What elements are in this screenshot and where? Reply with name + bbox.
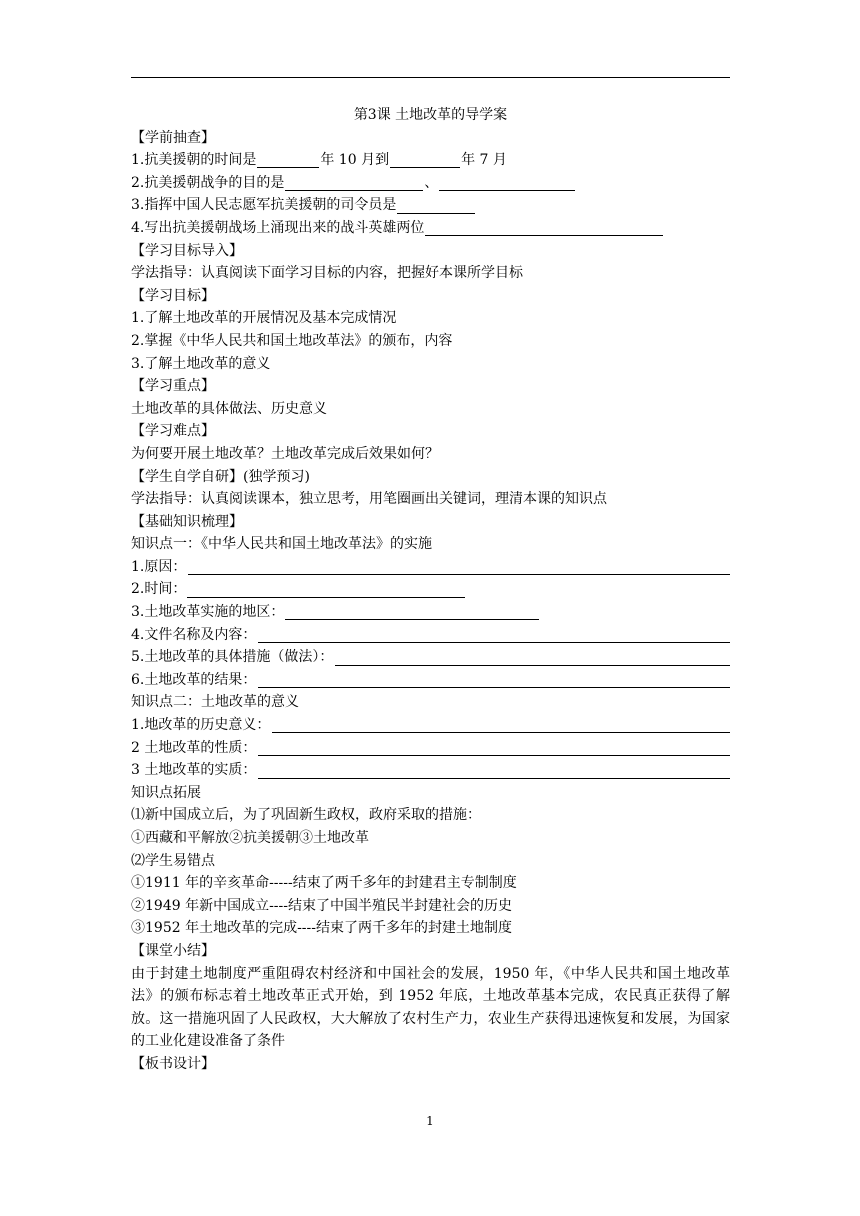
page-title: 第3课 土地改革的导学案 <box>353 107 508 123</box>
answer-blank[interactable] <box>439 175 575 191</box>
answer-line[interactable] <box>258 740 730 756</box>
goal-intro-heading: 【学习目标导入】 <box>131 242 243 259</box>
self-study-heading: 【学生自学自研】(独学预习) <box>131 468 310 485</box>
answer-line[interactable] <box>272 717 730 733</box>
extension-sub-1-text: ①西藏和平解放②抗美援朝③土地改革 <box>131 830 369 846</box>
answer-line[interactable] <box>285 604 539 620</box>
answer-blank[interactable] <box>285 175 423 191</box>
fill-line: 2.时间： <box>131 578 730 601</box>
answer-line[interactable] <box>187 582 465 598</box>
header-rule <box>131 77 730 78</box>
knowledge-point-1-title: 知识点一：《中华人民共和国土地改革法》的实施 <box>131 536 432 553</box>
answer-line[interactable] <box>258 672 730 688</box>
question-3: 3.指挥中国人民志愿军抗美援朝的司令员是 <box>131 194 730 217</box>
board-heading: 【板书设计】 <box>131 1055 215 1072</box>
fill-line: 3.土地改革实施的地区： <box>131 601 730 624</box>
key-text: 土地改革的具体做法、历史意义 <box>131 400 327 417</box>
answer-blank[interactable] <box>257 152 319 168</box>
fill-line: 4.文件名称及内容： <box>131 624 730 647</box>
goal-item: 3.了解土地改革的意义 <box>131 355 271 372</box>
extension-sub-2: ⑵学生易错点 <box>131 852 215 869</box>
goal-item: 1.了解土地改革的开展情况及基本完成情况 <box>131 310 397 327</box>
goals-heading: 【学习目标】 <box>131 287 215 304</box>
error-item: ③1952 年土地改革的完成----结束了两千多年的封建土地制度 <box>131 920 512 937</box>
page-number: 1 <box>426 1114 434 1128</box>
content <box>131 104 730 1076</box>
summary-text: 由于封建土地制度严重阻碍农村经济和中国社会的发展，1950 年，《中华人民共和国土地改革法》的颁布标志着土地改革正式开始，到 1952 年底，土地改革基本完成，农民真正获得了解放。这一措施巩固了人民政权，大大解放了农村生产力，农业生产获得迅速恢复和发展，为国家的工业化建设准备了条件 <box>131 965 730 1050</box>
error-item: ②1949 年新中国成立----结束了中国半殖民半封建社会的历史 <box>131 897 512 914</box>
self-study-text: 学法指导：认真阅读课本，独立思考，用笔圈画出关键词，理清本课的知识点 <box>131 491 607 508</box>
answer-blank[interactable] <box>397 198 475 214</box>
fill-line: 1.地改革的历史意义： <box>131 714 730 737</box>
fill-line: 5.土地改革的具体措施（做法）： <box>131 646 730 669</box>
goal-item: 2.掌握《中华人民共和国土地改革法》的颁布，内容 <box>131 332 453 349</box>
answer-line[interactable] <box>188 559 730 575</box>
preview-heading: 【学前抽查】 <box>131 129 215 146</box>
answer-line[interactable] <box>258 627 730 643</box>
question-1: 1.抗美援朝的时间是 年 10 月到 年 7 月 <box>131 152 507 169</box>
goal-intro-text: 学法指导：认真阅读下面学习目标的内容，把握好本课所学目标 <box>131 265 523 282</box>
difficulty-text: 为何要开展土地改革？土地改革完成后效果如何？ <box>131 445 439 462</box>
fill-line: 2 土地改革的性质： <box>131 737 730 760</box>
question-2: 2.抗美援朝战争的目的是 、 <box>131 172 730 195</box>
difficulty-heading: 【学习难点】 <box>131 423 215 440</box>
knowledge-point-2-title: 知识点二：土地改革的意义 <box>131 694 299 711</box>
basics-heading: 【基础知识梳理】 <box>131 513 243 530</box>
answer-blank[interactable] <box>390 152 460 168</box>
error-item: ①1911 年的辛亥革命-----结束了两千多年的封建君主专制制度 <box>131 875 517 892</box>
extension-sub-1: ⑴新中国成立后，为了巩固新生政权，政府采取的措施： <box>131 807 481 824</box>
fill-line: 1.原因： <box>131 556 730 579</box>
key-heading: 【学习重点】 <box>131 378 215 395</box>
fill-line: 3 土地改革的实质： <box>131 759 730 782</box>
question-4: 4.写出抗美援朝战场上涌现出来的战斗英雄两位 <box>131 217 730 240</box>
answer-blank[interactable] <box>425 220 663 236</box>
answer-line[interactable] <box>258 763 730 779</box>
fill-line: 6.土地改革的结果： <box>131 669 730 692</box>
extension-heading: 知识点拓展 <box>131 784 201 801</box>
summary-heading: 【课堂小结】 <box>131 942 215 959</box>
answer-line[interactable] <box>335 650 730 666</box>
